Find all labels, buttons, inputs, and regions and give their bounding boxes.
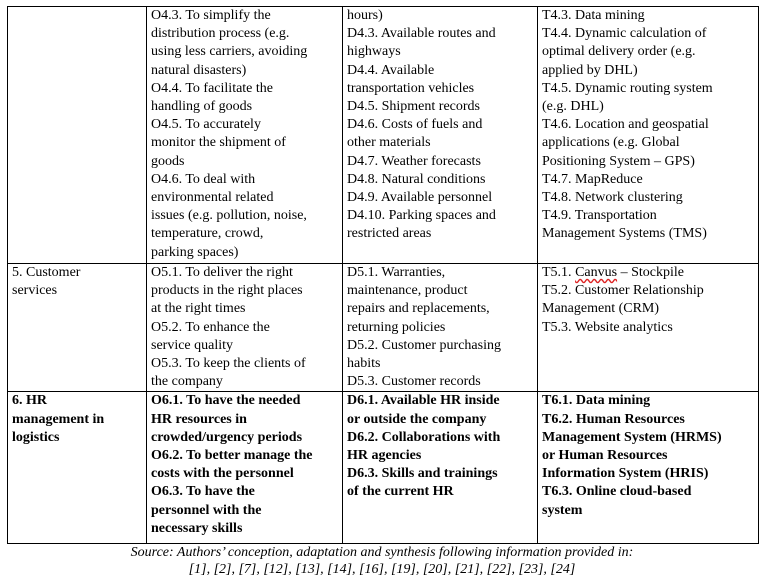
cell-line: T6.2. Human Resources xyxy=(542,411,685,427)
cell-line: monitor the shipment of xyxy=(151,135,286,151)
cell-line: or outside the company xyxy=(347,411,487,427)
source-line-2: [1], [2], [7], [12], [13], [14], [16], [19], [20], [21], [22], [23], [24] xyxy=(188,562,576,577)
logistics-table xyxy=(7,6,759,544)
source-caption xyxy=(0,544,764,578)
cell-line: Positioning System – GPS) xyxy=(542,153,695,169)
cell-line: goods xyxy=(151,153,185,169)
source-line-1: Source: Authors’ conception, adaptation and synthesis following information provided in: xyxy=(130,545,634,560)
cell-line: or Human Resources xyxy=(542,448,668,464)
cell-line: highways xyxy=(347,44,401,60)
cell-line: T5.3. Website analytics xyxy=(542,319,673,335)
cell-line: O4.5. To accurately xyxy=(151,117,261,133)
cell-line: repairs and replacements, xyxy=(347,301,490,317)
cell-line: O5.2. To enhance the xyxy=(151,319,270,335)
cell-line: (e.g. DHL) xyxy=(542,99,604,115)
cell-line: T6.3. Online cloud-based xyxy=(542,484,692,500)
cell-line: D5.1. Warranties, xyxy=(347,265,446,280)
cell-line: HR agencies xyxy=(347,448,422,464)
data-cell xyxy=(343,264,538,392)
cell-line: D4.5. Shipment records xyxy=(347,99,480,115)
cell-line: O4.4. To facilitate the xyxy=(151,80,274,96)
cell-line: T4.9. Transportation xyxy=(542,208,657,224)
cell-line: O5.1. To deliver the right xyxy=(151,265,293,280)
cell-line: necessary skills xyxy=(151,520,243,536)
cell-line: D5.2. Customer purchasing xyxy=(347,337,501,353)
cell-line: environmental related xyxy=(151,190,274,206)
cell-line: natural disasters) xyxy=(151,62,247,78)
objectives-cell xyxy=(147,264,343,392)
cell-line: system xyxy=(542,502,583,518)
cell-line: D4.6. Costs of fuels and xyxy=(347,117,483,133)
cell-line: T6.1. Data mining xyxy=(542,393,651,409)
cell-line: D6.2. Collaborations with xyxy=(347,429,501,445)
cell-line: O5.3. To keep the clients of xyxy=(151,356,306,372)
cell-line: D4.3. Available routes and xyxy=(347,26,496,42)
cell-line: personnel with the xyxy=(151,502,262,518)
cell-line: T5.2. Customer Relationship xyxy=(542,283,704,299)
data-cell xyxy=(343,392,538,544)
cell-line: O6.3. To have the xyxy=(151,484,255,500)
cell-line: costs with the personnel xyxy=(151,466,294,482)
cell-line: parking spaces) xyxy=(151,244,239,260)
objectives-cell xyxy=(147,392,343,544)
cell-line: of the current HR xyxy=(347,484,454,500)
cell-line: D4.9. Available personnel xyxy=(347,190,493,206)
cell-line: D4.10. Parking spaces and xyxy=(347,208,496,224)
cell-line: maintenance, product xyxy=(347,283,468,299)
category-cell xyxy=(8,264,147,392)
cell-line: D4.7. Weather forecasts xyxy=(347,153,481,169)
cell-line: D4.4. Available xyxy=(347,62,435,78)
tools-cell xyxy=(538,264,759,392)
cell-line: hours) xyxy=(347,8,383,23)
cell-line: O6.2. To better manage the xyxy=(151,448,313,464)
table-row-5 xyxy=(8,264,759,392)
cell-line: products in the right places xyxy=(151,283,303,299)
cell-line: using less carriers, avoiding xyxy=(151,44,308,60)
table-row-6 xyxy=(8,392,759,544)
cell-line: other materials xyxy=(347,135,431,151)
cell-line: management in xyxy=(12,411,105,427)
tools-cell xyxy=(538,392,759,544)
cell-line: returning policies xyxy=(347,319,446,335)
cell-line: T4.6. Location and geospatial xyxy=(542,117,709,133)
cell-line: handling of goods xyxy=(151,99,253,115)
cell-line: 6. HR xyxy=(12,393,47,409)
cell-line: restricted areas xyxy=(347,226,432,242)
cell-line: D4.8. Natural conditions xyxy=(347,171,486,187)
cell-line: Management System (HRMS) xyxy=(542,429,722,445)
cell-line: T5.1. Canvus – Stockpile xyxy=(542,265,684,280)
cell-line: O4.3. To simplify the xyxy=(151,8,271,23)
cell-line: at the right times xyxy=(151,301,246,317)
cell-line: logistics xyxy=(12,429,60,445)
cell-line: services xyxy=(12,283,58,299)
cell-line: D5.3. Customer records xyxy=(347,374,481,390)
cell-line: O6.1. To have the needed xyxy=(151,393,301,409)
cell-line: D6.1. Available HR inside xyxy=(347,393,500,409)
cell-line: T4.5. Dynamic routing system xyxy=(542,80,713,96)
cell-line: habits xyxy=(347,356,381,372)
cell-line: Management Systems (TMS) xyxy=(542,226,707,242)
objectives-cell xyxy=(147,7,343,264)
cell-line: transportation vehicles xyxy=(347,80,475,96)
cell-line: D6.3. Skills and trainings xyxy=(347,466,498,482)
cell-line: T4.3. Data mining xyxy=(542,8,645,23)
cell-line: applications (e.g. Global xyxy=(542,135,680,151)
cell-line: HR resources in xyxy=(151,411,247,427)
cell-line: crowded/urgency periods xyxy=(151,429,303,445)
cell-line: temperature, crowd, xyxy=(151,226,264,242)
cell-line: applied by DHL) xyxy=(542,62,638,78)
cell-line: service quality xyxy=(151,337,234,353)
category-cell xyxy=(8,392,147,544)
cell-line: Information System (HRIS) xyxy=(542,466,709,482)
cell-line: the company xyxy=(151,374,223,390)
cell-line: issues (e.g. pollution, noise, xyxy=(151,208,307,224)
cell-line: T4.4. Dynamic calculation of xyxy=(542,26,707,42)
cell-line: T4.7. MapReduce xyxy=(542,171,643,187)
category-cell xyxy=(8,7,147,264)
cell-line: T4.8. Network clustering xyxy=(542,190,683,206)
cell-line: Management (CRM) xyxy=(542,301,660,317)
cell-line: optimal delivery order (e.g. xyxy=(542,44,696,60)
tools-cell xyxy=(538,7,759,264)
cell-line: distribution process (e.g. xyxy=(151,26,290,42)
data-cell xyxy=(343,7,538,264)
cell-line: O4.6. To deal with xyxy=(151,171,256,187)
table-row-4 xyxy=(8,7,759,264)
cell-line: 5. Customer xyxy=(12,265,81,280)
